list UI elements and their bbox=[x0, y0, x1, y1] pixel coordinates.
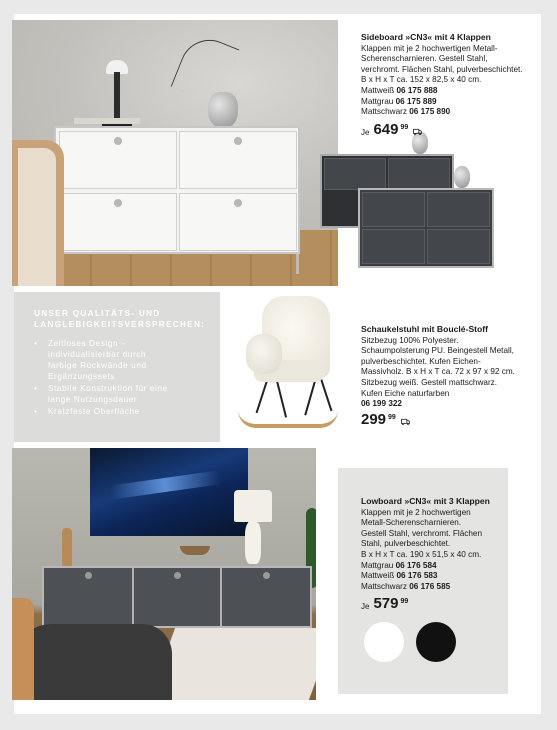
product-desc-line: B x H x T ca. 152 x 82,5 x 40 cm. bbox=[361, 75, 482, 85]
door-knob bbox=[263, 572, 270, 579]
product-title: Lowboard »CN3« mit 3 Klappen bbox=[361, 496, 490, 506]
sideboard-door bbox=[362, 192, 425, 227]
sku-code: 06 176 584 bbox=[395, 560, 437, 570]
delivery-truck-icon bbox=[401, 418, 410, 426]
sku-line bbox=[361, 399, 539, 410]
sideboard-door bbox=[59, 193, 177, 251]
grey-lowboard bbox=[42, 566, 312, 628]
table-lamp-shade bbox=[234, 490, 272, 522]
door-knob bbox=[114, 199, 122, 207]
armchair-frame bbox=[12, 598, 34, 700]
quality-heading-line: UNSER QUALITÄTS- UND bbox=[34, 309, 161, 318]
door-knob bbox=[234, 199, 242, 207]
page-margin-bottom bbox=[0, 714, 557, 730]
door-knob bbox=[85, 572, 92, 579]
price-euros: 299 bbox=[361, 410, 387, 428]
sku-label: Mattweiß bbox=[361, 571, 395, 581]
blue-painting bbox=[90, 448, 248, 536]
list-item-line: individualisierbar durch bbox=[48, 350, 147, 359]
product-desc-line: Scherenscharnieren. Gestell Stahl, bbox=[361, 54, 488, 64]
price bbox=[361, 412, 539, 428]
sku-line bbox=[361, 582, 511, 593]
tall-vase bbox=[62, 528, 72, 568]
dark-sideboard-front bbox=[358, 188, 494, 268]
product-desc-line: Klappen mit je 2 hochwertigen bbox=[361, 507, 471, 517]
price-prefix: Je bbox=[361, 602, 370, 612]
list-item-line: • Stabile Konstruktion für eine bbox=[48, 384, 168, 393]
lowboard-door bbox=[44, 568, 134, 626]
price-euros: 579 bbox=[373, 595, 399, 613]
price-cents: 99 bbox=[400, 123, 409, 131]
product-desc-line: Metall-Scherenscharnieren. bbox=[361, 518, 462, 528]
armchair-foreground bbox=[12, 624, 172, 700]
door-knob bbox=[114, 137, 122, 145]
chair-runner bbox=[238, 410, 338, 428]
product-desc-line: Gestell Stahl, verchromt. Flächen bbox=[361, 528, 483, 538]
sideboard-door bbox=[59, 131, 177, 189]
sku-line bbox=[361, 107, 539, 118]
sku-label: Mattgrau bbox=[361, 560, 394, 570]
sideboard-door bbox=[427, 192, 490, 227]
product-title: Schaukelstuhl mit Bouclé-Stoff bbox=[361, 324, 489, 334]
sideboard-door bbox=[362, 229, 425, 264]
sku-code: 06 176 585 bbox=[409, 581, 451, 591]
list-item-line: Ergänzungssets bbox=[48, 372, 116, 381]
product-desc-line: Sitzbezug 100% Polyester. bbox=[361, 335, 459, 345]
decor-books bbox=[74, 118, 140, 124]
rug bbox=[149, 628, 316, 700]
sku-code: 06 199 322 bbox=[361, 399, 402, 409]
price bbox=[361, 596, 511, 613]
list-item-line: • Zeitloses Design – bbox=[48, 339, 127, 348]
dark-sideboard-cutout bbox=[316, 148, 498, 276]
sku-line bbox=[361, 97, 539, 108]
list-item bbox=[34, 338, 204, 382]
product-desc-line: pulverbeschichtet. Kufen Eichen- bbox=[361, 356, 481, 366]
sideboard-door bbox=[427, 229, 490, 264]
lowboard-door bbox=[134, 568, 222, 626]
product-desc-line: verchromt. Flächen Stahl, pulverbeschichtet. bbox=[361, 64, 523, 74]
sideboard-info bbox=[361, 32, 539, 138]
list-item-line: lange Nutzungsdauer bbox=[48, 395, 138, 404]
product-desc-line: Kufen Eiche naturfarben bbox=[361, 388, 450, 398]
sku-label: Mattgrau bbox=[361, 96, 394, 106]
quality-heading bbox=[34, 308, 204, 330]
color-swatch-white[interactable] bbox=[364, 622, 404, 662]
product-desc-line: Stahl, pulverbeschichtet. bbox=[361, 539, 451, 549]
sku-code: 06 175 890 bbox=[409, 107, 451, 117]
glass-vase bbox=[208, 92, 238, 128]
product-title: Sideboard »CN3« mit 4 Klappen bbox=[361, 32, 491, 42]
price-cents: 99 bbox=[388, 413, 396, 421]
sku-code: 06 176 583 bbox=[396, 571, 438, 581]
sku-code: 06 175 888 bbox=[396, 85, 438, 95]
list-item-line: farbige Rückwände und bbox=[48, 361, 147, 370]
sideboard-door bbox=[179, 131, 297, 189]
price bbox=[361, 122, 539, 139]
rocking-chair-info bbox=[361, 324, 539, 428]
sku-label: Mattschwarz bbox=[361, 581, 407, 591]
quality-heading-line: LANGLEBIGKEITSVERSPRECHEN: bbox=[34, 320, 206, 329]
chair-armrest bbox=[246, 334, 282, 374]
price-cents: 99 bbox=[400, 598, 409, 606]
sku-label: Mattschwarz bbox=[361, 107, 407, 117]
color-swatch-black[interactable] bbox=[416, 622, 456, 662]
sideboard-door bbox=[179, 193, 297, 251]
product-desc-line: Massivholz. B x H x T ca. 72 x 97 x 92 cm. bbox=[361, 367, 515, 377]
sku-line bbox=[361, 571, 511, 582]
price-euros: 649 bbox=[373, 120, 399, 138]
product-desc-line: Klappen mit je 2 hochwertigen Metall- bbox=[361, 43, 498, 53]
quality-list bbox=[34, 338, 204, 417]
chair-foreground bbox=[12, 140, 64, 286]
list-item-line: • Kratzfeste Oberfläche bbox=[48, 407, 140, 416]
vase-small bbox=[454, 166, 470, 188]
lowboard-info bbox=[361, 496, 511, 613]
door-knob bbox=[174, 572, 181, 579]
price-prefix: Je bbox=[361, 127, 370, 137]
list-item bbox=[34, 383, 204, 405]
wooden-bowl bbox=[180, 546, 210, 555]
sku-label: Mattweiß bbox=[361, 85, 395, 95]
product-desc-line: Schaumpolsterung PU. Beingestell Metall, bbox=[361, 346, 514, 356]
door-knob bbox=[234, 137, 242, 145]
white-sideboard bbox=[54, 126, 300, 254]
sku-line bbox=[361, 561, 511, 572]
sideboard-photo bbox=[12, 20, 338, 286]
product-desc-line: Sitzbezug weiß. Gestell mattschwarz. bbox=[361, 377, 498, 387]
sku-code: 06 175 889 bbox=[395, 96, 437, 106]
table-lamp-base bbox=[245, 522, 261, 564]
sideboard-door bbox=[324, 158, 386, 190]
list-item bbox=[34, 406, 204, 417]
product-desc-line: B x H x T ca. 190 x 51,5 x 40 cm. bbox=[361, 549, 482, 559]
lowboard-door bbox=[222, 568, 310, 626]
lowboard-photo bbox=[12, 448, 316, 700]
sku-line bbox=[361, 86, 539, 97]
sideboard-door bbox=[388, 158, 450, 190]
quality-promise-box bbox=[14, 292, 220, 442]
rocking-chair-image bbox=[232, 290, 342, 440]
sideboard-leg bbox=[296, 254, 299, 274]
delivery-truck-icon bbox=[413, 128, 422, 136]
